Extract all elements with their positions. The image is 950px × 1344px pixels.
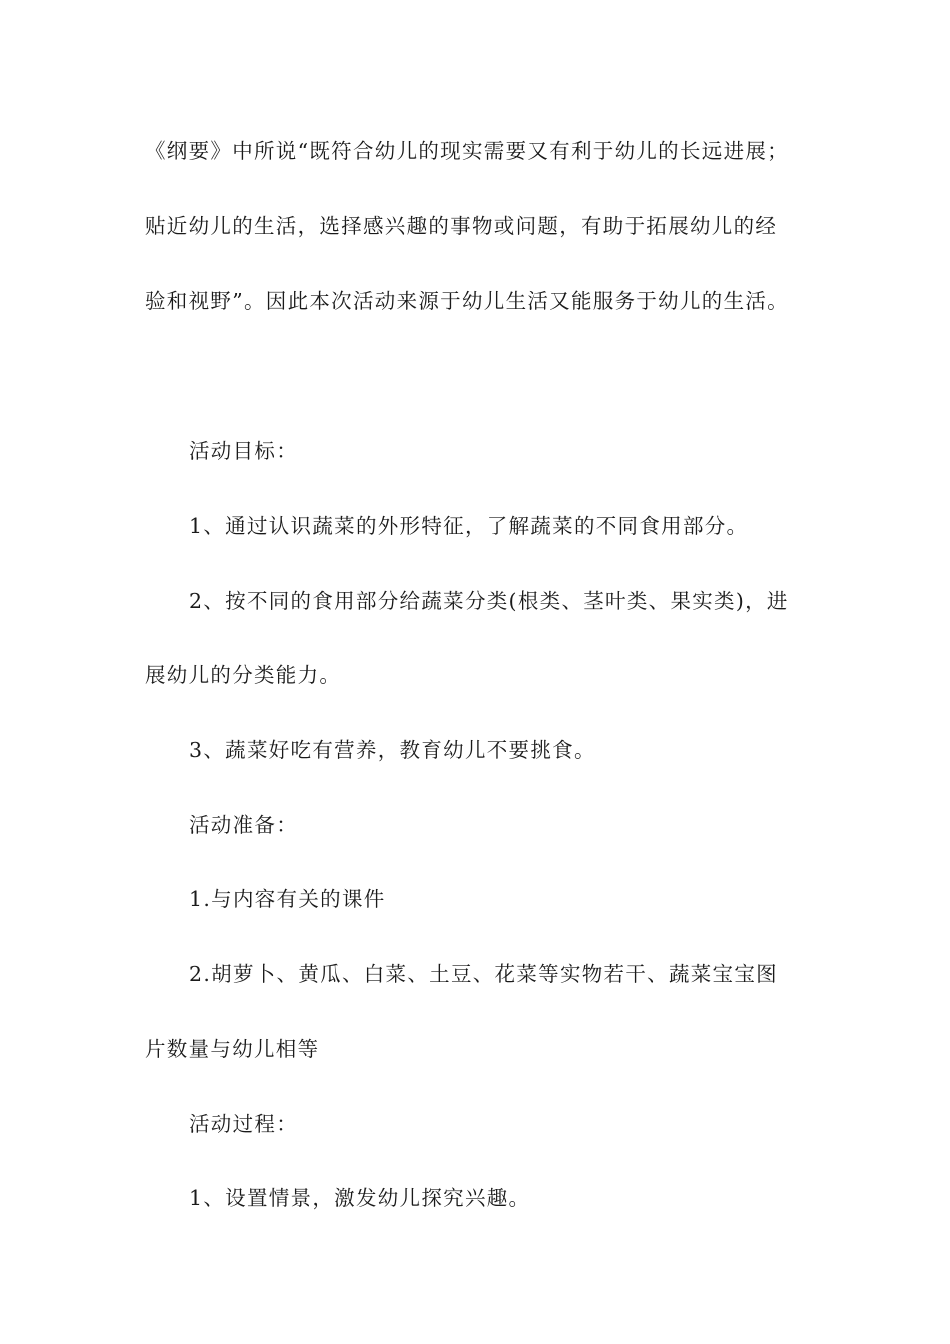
section-heading-goals: 活动目标： [189,439,298,463]
body-text-line: 验和视野”。因此本次活动来源于幼儿生活又能服务于幼儿的生活。 [145,289,789,313]
preparation-item-continued: 片数量与幼儿相等 [145,1037,320,1061]
section-heading-process: 活动过程： [189,1112,298,1136]
preparation-item: 2.胡萝卜、黄瓜、白菜、土豆、花菜等实物若干、蔬菜宝宝图 [189,962,778,986]
goal-item: 1、通过认识蔬菜的外形特征，了解蔬菜的不同食用部分。 [189,514,749,538]
goal-item: 3、蔬菜好吃有营养，教育幼儿不要挑食。 [189,738,596,762]
section-heading-preparation: 活动准备： [189,813,298,837]
body-text-line: 贴近幼儿的生活，选择感兴趣的事物或问题，有助于拓展幼儿的经 [145,214,778,238]
goal-item-continued: 展幼儿的分类能力。 [145,663,342,687]
process-item: 1、设置情景，激发幼儿探究兴趣。 [189,1186,531,1210]
goal-item: 2、按不同的食用部分给蔬菜分类(根类、茎叶类、果实类)，进 [189,589,789,613]
preparation-item: 1.与内容有关的课件 [189,887,386,911]
body-text-line: 《纲要》中所说“既符合幼儿的现实需要又有利于幼儿的长远进展； [145,139,789,163]
